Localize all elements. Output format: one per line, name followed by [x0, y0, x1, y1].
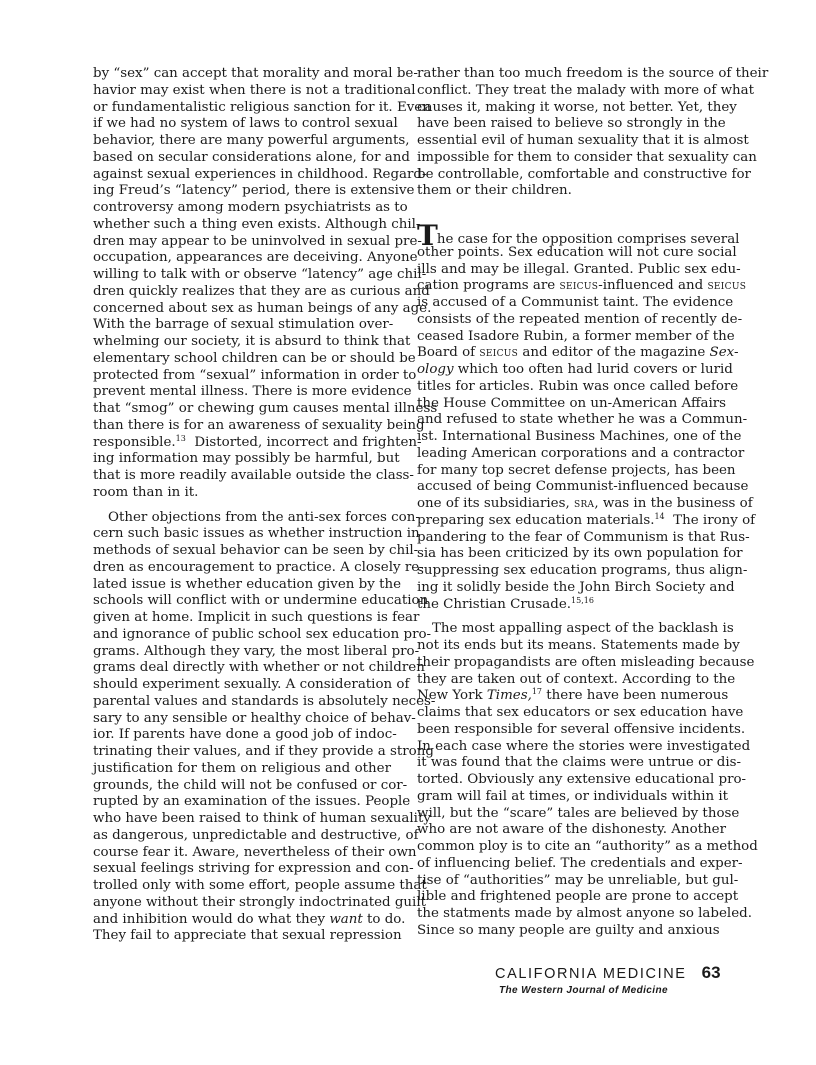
text-line: suppressing sex education programs, thus align-	[417, 563, 748, 578]
text-line: concerned about sex as human beings of any age.	[93, 300, 432, 316]
text-span: Distorted, incorrect and frighten-	[185, 434, 422, 450]
text-line: common ploy is to cite an “authority” as a method	[417, 839, 758, 854]
text-line: been responsible for several offensive incidents.	[417, 721, 746, 737]
text-line: claims that sex educators or sex education have	[417, 705, 744, 720]
text-line: conflict. They treat the malady with more of what	[417, 82, 755, 98]
text-line: essential evil of human sexuality that it is almost	[417, 133, 749, 148]
text-line	[93, 911, 406, 929]
text-line: ing information may possibly be harmful, but	[93, 451, 400, 467]
text-span: , was in the business of	[594, 496, 753, 511]
section-gap	[417, 200, 715, 228]
text-line	[417, 511, 756, 530]
text-span: he case for the opposition comprises several	[436, 232, 740, 247]
footnote-ref-17: 17	[531, 687, 543, 697]
text-span: Board of	[417, 345, 480, 361]
text-line: of influencing belief. The credentials and exper-	[417, 855, 743, 871]
paragraph-gap	[93, 502, 391, 510]
text-line: accused of being Communist-influenced because	[417, 479, 749, 495]
footnote-ref-15-16: 15,16	[571, 595, 594, 605]
footnote-ref-14: 14	[654, 511, 665, 521]
text-line: sary to any sensible or healthy choice of behav-	[93, 710, 416, 726]
text-line: torted. Obviously any extensive educational pro-	[417, 772, 747, 787]
acronym-seicus: seicus	[479, 345, 519, 361]
text-line: lated issue is whether education given by the	[93, 576, 401, 592]
text-line: if we had no system of laws to control sexual	[93, 116, 398, 132]
journal-subtitle: The Western Journal of Medicine	[499, 985, 668, 996]
text-line	[417, 362, 733, 379]
text-span: one of its subsidiaries,	[417, 496, 574, 511]
journal-line	[495, 963, 721, 983]
text-line: than there is for an awareness of sexuality being	[93, 417, 425, 433]
text-line: given at home. Implicit in such questions is fear	[93, 610, 420, 625]
text-line: dren as encouragement to practice. A closely re-	[93, 559, 424, 575]
text-line: that “smog” or chewing gum causes mental illness	[93, 401, 438, 416]
acronym-seicus: seicus	[559, 278, 599, 294]
text-span: the Christian Crusade.	[417, 596, 572, 612]
text-line: methods of sexual behavior can be seen by chil-	[93, 543, 419, 558]
text-line: who have been raised to think of human sexuality	[93, 811, 431, 826]
text-line: In each case where the stories were investigated	[417, 738, 751, 754]
magazine-title: ology	[417, 362, 454, 377]
right-column	[417, 66, 769, 940]
text-span: to do.	[362, 911, 406, 927]
text-span: which too often had lurid covers or lurid	[453, 362, 733, 377]
text-line: by “sex” can accept that morality and moral be-	[93, 66, 418, 81]
paragraph-repression-continued	[417, 66, 769, 200]
text-line: The most appalling aspect of the backlash is	[432, 621, 734, 637]
text-line: that is more readily available outside the class-	[93, 468, 414, 483]
text-span: there have been numerous	[542, 688, 729, 704]
newspaper-title: Times,	[486, 688, 532, 704]
text-line: sia has been criticized by its own population for	[417, 546, 743, 562]
text-line: who are not aware of the dishonesty. Another	[417, 822, 726, 838]
text-line	[417, 687, 729, 705]
text-line: gram will fail at times, or individuals within it	[417, 788, 729, 804]
magazine-title: Sex-	[709, 345, 739, 361]
text-line: parental values and standards is absolutely neces-	[93, 693, 436, 709]
text-line: them or their children.	[417, 183, 572, 199]
text-span: responsible.	[93, 434, 176, 450]
paragraph-opposition-case	[417, 219, 756, 613]
text-line: With the barrage of sexual stimulation over-	[93, 317, 394, 333]
text-line: elementary school children can be or should be	[93, 350, 416, 366]
text-line: ing Freud’s “latency” period, there is extensive	[93, 183, 415, 199]
text-span: and inhibition would do what they	[93, 911, 330, 927]
text-line: have been raised to believe so strongly in the	[417, 116, 726, 132]
text-line: grams. Although they vary, the most liberal pro-	[93, 643, 420, 659]
acronym-sra: sra	[574, 496, 595, 511]
text-line: and refused to state whether he was a Commun-	[417, 412, 748, 428]
text-line: Since so many people are guilty and anxious	[417, 922, 720, 938]
text-line: not its ends but its means. Statements made by	[417, 638, 740, 653]
text-line: is accused of a Communist taint. The evidence	[417, 295, 734, 310]
text-line: Other objections from the anti-sex forces con-	[108, 509, 420, 525]
text-line: for many top secret defense projects, has been	[417, 462, 736, 478]
text-line: consists of the repeated mention of recently de-	[417, 311, 743, 327]
text-line: other points. Sex education will not cure social	[417, 244, 737, 260]
text-line: or fundamentalistic religious sanction for it. Even	[93, 99, 431, 115]
text-line: rather than too much freedom is the source of their	[417, 66, 769, 81]
text-line	[93, 433, 422, 452]
text-line: schools will conflict with or undermine education	[93, 593, 429, 609]
text-line: grams deal directly with whether or not children	[93, 660, 425, 676]
text-line: based on secular considerations alone, for and	[93, 149, 410, 165]
text-line: ing it solidly beside the John Birch Society and	[417, 579, 735, 595]
text-span: preparing sex education materials.	[417, 512, 655, 528]
text-line: prevent mental illness. There is more evidence	[93, 384, 412, 400]
text-line: justification for them on religious and other	[93, 760, 391, 776]
text-line: whether such a thing even exists. Although chil-	[93, 216, 421, 232]
text-line: course fear it. Aware, nevertheless of their own	[93, 844, 417, 860]
text-line: as dangerous, unpredictable and destructive, of	[93, 827, 419, 843]
page-number: 63	[701, 963, 721, 982]
text-line: trinating their values, and if they provide a strong	[93, 744, 434, 759]
text-line: trolled only with some effort, people assume that	[93, 878, 427, 893]
text-line: leading American corporations and a contractor	[417, 445, 745, 461]
text-line: ceased Isadore Rubin, a former member of the	[417, 328, 735, 344]
text-line: cern such basic issues as whether instruction in	[93, 526, 420, 542]
text-line: whelming our society, it is absurd to think that	[93, 334, 411, 349]
text-line: willing to talk with or observe “latency” age chil-	[93, 267, 427, 282]
text-line: their propagandists are often misleading because	[417, 654, 755, 670]
text-line: will, but the “scare” tales are believed by those	[417, 805, 740, 821]
text-line: lible and frightened people are prone to accept	[417, 889, 739, 905]
text-line: impossible for them to consider that sexuality can	[417, 149, 757, 165]
paragraph-backlash-means	[417, 621, 758, 939]
text-line: be controllable, comfortable and constructive for	[417, 166, 751, 182]
text-line: rupted by an examination of the issues. People	[93, 794, 411, 810]
paragraph-gap	[417, 613, 715, 621]
text-line: behavior, there are many powerful arguments,	[93, 133, 410, 148]
drop-cap: T	[417, 219, 438, 252]
text-line: the House Committee on un-American Affairs	[417, 395, 726, 411]
text-line: anyone without their strongly indoctrinated guilt	[93, 894, 426, 910]
text-line	[417, 278, 747, 295]
text-line	[417, 496, 753, 513]
text-line: protected from “sexual” information in order to	[93, 367, 417, 383]
text-line: grounds, the child will not be confused or cor-	[93, 777, 408, 793]
page-footer	[495, 963, 721, 996]
footnote-ref-13: 13	[175, 433, 186, 443]
text-span: cation programs are	[417, 278, 560, 294]
text-line: pandering to the fear of Communism is that Rus-	[417, 529, 750, 545]
acronym-seicus: seicus	[707, 278, 747, 294]
text-line: dren may appear to be uninvolved in sexual pre-	[93, 233, 422, 249]
text-line: ills and may be illegal. Granted. Public sex edu-	[417, 261, 741, 277]
text-line: ior. If parents have done a good job of indoc-	[93, 727, 397, 743]
paragraph-other-objections	[93, 509, 436, 946]
text-line: dren quickly realizes that they are as curious and	[93, 283, 430, 299]
text-line: room than in it.	[93, 484, 199, 500]
text-line: They fail to appreciate that sexual repression	[93, 928, 402, 944]
text-line: the statments made by almost anyone so labeled.	[417, 906, 752, 921]
text-line: titles for articles. Rubin was once called before	[417, 378, 739, 394]
text-line: it was found that the claims were untrue or dis-	[417, 755, 742, 771]
text-span: -influenced and	[598, 278, 708, 294]
text-line: ist. International Business Machines, one of the	[417, 429, 742, 444]
text-span: and editor of the magazine	[518, 345, 710, 361]
text-span: The irony of	[664, 512, 756, 528]
text-line: sexual feelings striving for expression and con-	[93, 861, 414, 877]
emphasis-want: want	[329, 911, 363, 927]
text-line	[417, 345, 739, 362]
text-line: havior may exist when there is not a traditional	[93, 82, 416, 98]
text-line: against sexual experiences in childhood. Regard-	[93, 166, 427, 182]
text-line: causes it, making it worse, not better. Yet, they	[417, 99, 737, 115]
text-line: should experiment sexually. A consideration of	[93, 677, 410, 692]
text-line: tise of “authorities” may be unreliable, but gul-	[417, 872, 739, 888]
text-line: occupation, appearances are deceiving. Anyone	[93, 250, 418, 266]
journal-name: CALIFORNIA MEDICINE	[495, 966, 687, 982]
text-line: controversy among modern psychiatrists as to	[93, 200, 408, 215]
text-line: they are taken out of context. According to the	[417, 671, 736, 687]
text-line	[417, 597, 715, 614]
text-span: New York	[417, 688, 487, 704]
text-line: and ignorance of public school sex education pro-	[93, 626, 432, 642]
